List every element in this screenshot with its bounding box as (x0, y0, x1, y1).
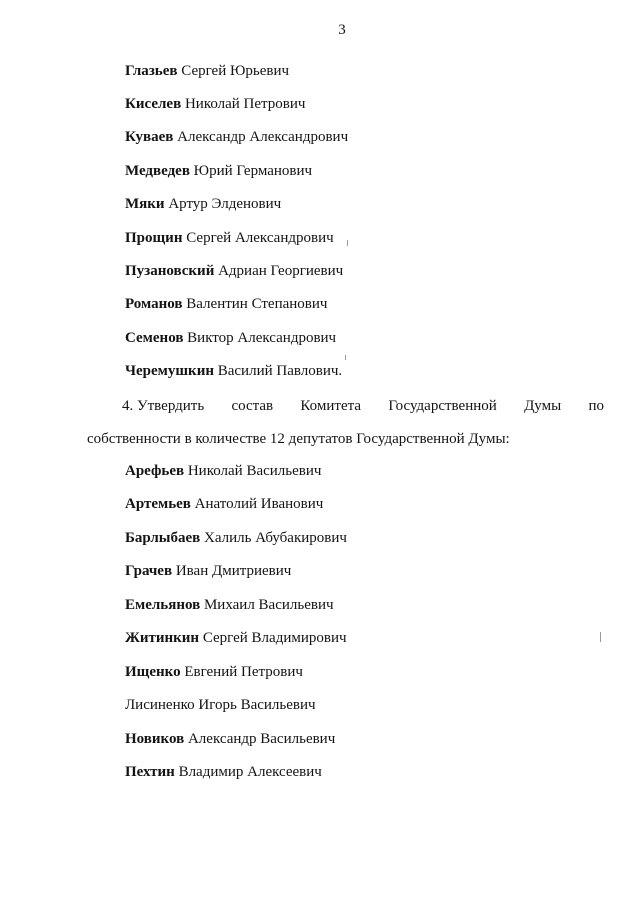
member-given-names: Юрий Германович (193, 163, 313, 179)
member-entry (125, 495, 323, 513)
member-given-names: Владимир Алексеевич (178, 764, 322, 780)
member-surname: Барлыбаев (125, 530, 201, 546)
paragraph-word: 4. Утвердить (122, 398, 205, 414)
member-entry (125, 229, 334, 247)
member-entry (125, 262, 343, 280)
member-surname: Глазьев (125, 63, 178, 79)
member-given-names: Валентин Степанович (186, 296, 328, 312)
member-surname: Прощин (125, 230, 183, 246)
member-entry (125, 162, 312, 180)
member-given-names: Сергей Александрович (186, 230, 334, 246)
member-given-names: Николай Петрович (184, 96, 306, 112)
member-entry (125, 295, 327, 313)
member-surname: Романов (125, 296, 183, 312)
member-entry (125, 195, 281, 213)
member-entry (125, 562, 291, 580)
member-surname: Черемушкин (125, 363, 214, 379)
member-given-names: Анатолий Иванович (194, 496, 324, 512)
member-surname: Киселев (125, 96, 182, 112)
member-surname: Ищенко (125, 664, 181, 680)
page-number: 3 (338, 22, 346, 38)
paragraph-word: Комитета (300, 398, 362, 414)
member-entry (125, 696, 316, 714)
member-given-names: Артур Элденович (168, 196, 282, 212)
member-entry (125, 62, 289, 80)
member-entry (125, 629, 347, 647)
member-given-names: Сергей Юрьевич (181, 63, 290, 79)
member-surname: Грачев (125, 563, 173, 579)
member-given-names: Игорь Васильевич (198, 697, 316, 713)
member-entry (125, 730, 335, 748)
paragraph-word: Думы (524, 398, 562, 414)
member-entry (125, 362, 342, 380)
member-surname: Мяки (125, 196, 165, 212)
member-given-names: Виктор Александрович (187, 330, 337, 346)
member-given-names: Александр Васильевич (187, 731, 336, 747)
member-entry (125, 663, 303, 681)
scan-speck (600, 632, 601, 642)
member-given-names: Николай Васильевич (187, 463, 322, 479)
member-entry (125, 596, 334, 614)
member-surname: Лисиненко (125, 697, 195, 713)
member-surname: Емельянов (125, 597, 201, 613)
resolution-item-4-line-1 (122, 397, 604, 415)
member-surname: Артемьев (125, 496, 191, 512)
member-surname: Куваев (125, 129, 174, 145)
member-entry (125, 462, 321, 480)
member-given-names: Василий Павлович. (217, 363, 343, 379)
member-given-names: Халиль Абубакирович (204, 530, 347, 546)
member-entry (125, 529, 347, 547)
member-entry (125, 329, 336, 347)
scan-speck (345, 355, 346, 360)
member-given-names: Иван Дмитриевич (175, 563, 292, 579)
member-entry (125, 128, 348, 146)
member-surname: Медведев (125, 163, 190, 179)
member-given-names: Сергей Владимирович (202, 630, 347, 646)
paragraph-word: состав (231, 398, 274, 414)
member-surname: Житинкин (125, 630, 200, 646)
member-surname: Новиков (125, 731, 185, 747)
member-given-names: Михаил Васильевич (203, 597, 334, 613)
member-given-names: Александр Александрович (177, 129, 349, 145)
paragraph-word: Государственной (388, 398, 497, 414)
member-given-names: Адриан Георгиевич (218, 263, 344, 279)
member-given-names: Евгений Петрович (184, 664, 303, 680)
member-entry (125, 95, 305, 113)
member-surname: Пехтин (125, 764, 175, 780)
member-surname: Арефьев (125, 463, 185, 479)
resolution-item-4-line-2: собственности в количестве 12 депутатов Государственной Думы: (87, 431, 510, 447)
member-entry (125, 763, 322, 781)
member-surname: Семенов (125, 330, 184, 346)
scan-speck (347, 240, 348, 246)
member-surname: Пузановский (125, 263, 215, 279)
paragraph-word: по (588, 398, 604, 414)
